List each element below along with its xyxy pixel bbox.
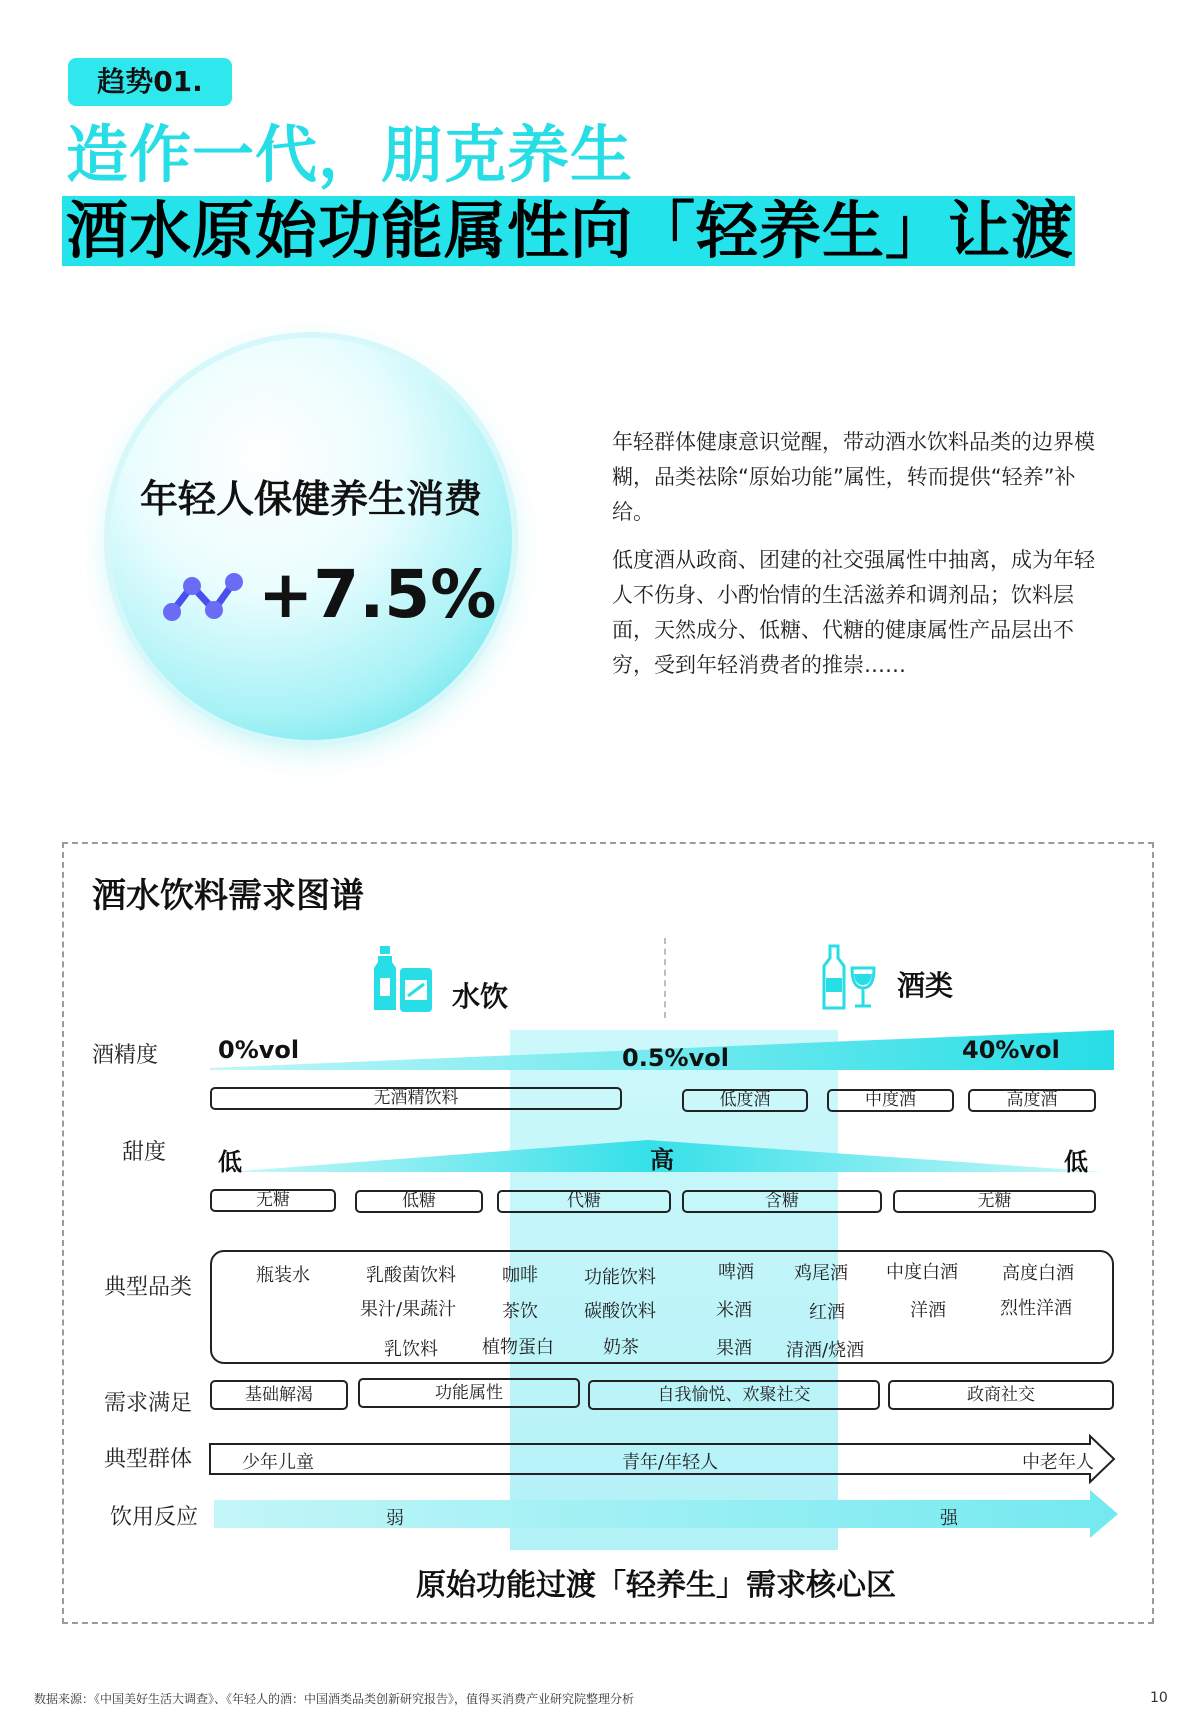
reaction-strong: 强 bbox=[940, 1508, 958, 1529]
typ-juice: 果汁/果蔬汁 bbox=[360, 1299, 457, 1320]
pill-self-pleasure-social: 自我愉悦、欢聚社交 bbox=[588, 1380, 880, 1410]
group-children: 少年儿童 bbox=[242, 1452, 314, 1473]
category-divider bbox=[664, 938, 666, 1018]
pill-sugar-free-1: 无糖 bbox=[210, 1189, 336, 1212]
reaction-arrow bbox=[214, 1490, 1118, 1538]
group-elderly: 中老年人 bbox=[1022, 1452, 1094, 1473]
drink-bottle-icon bbox=[372, 944, 436, 1014]
pill-non-alcoholic: 无酒精饮料 bbox=[210, 1087, 622, 1110]
page-number: 10 bbox=[1150, 1690, 1168, 1706]
sweet-low-left: 低 bbox=[218, 1148, 242, 1176]
typ-strong-liquor: 烈性洋酒 bbox=[1000, 1298, 1072, 1319]
vol-0: 0%vol bbox=[218, 1036, 300, 1064]
core-zone-label: 原始功能过渡「轻养生」需求核心区 bbox=[416, 1568, 896, 1603]
pill-functional: 功能属性 bbox=[358, 1378, 580, 1408]
sweet-high: 高 bbox=[650, 1146, 674, 1174]
group-youth: 青年/年轻人 bbox=[622, 1452, 719, 1473]
row-label-reaction: 饮用反应 bbox=[110, 1505, 199, 1530]
typ-cocktail: 鸡尾酒 bbox=[794, 1263, 848, 1284]
trend-tag: 趋势01. bbox=[68, 58, 232, 106]
reaction-weak: 弱 bbox=[386, 1508, 404, 1529]
stat-value: +7.5% bbox=[258, 556, 497, 633]
trend-line-icon bbox=[162, 570, 244, 626]
category-alcohol: 酒类 bbox=[897, 969, 954, 1002]
typ-western-liquor: 洋酒 bbox=[910, 1300, 946, 1321]
typ-soda: 碳酸饮料 bbox=[584, 1301, 656, 1322]
chart-title: 酒水饮料需求图谱 bbox=[92, 876, 364, 916]
pill-sugar-substitute: 代糖 bbox=[497, 1190, 671, 1213]
typ-plant-protein: 植物蛋白 bbox=[482, 1337, 554, 1358]
row-label-needs: 需求满足 bbox=[104, 1391, 193, 1416]
sweet-low-right: 低 bbox=[1064, 1148, 1088, 1176]
pill-sugar-free-2: 无糖 bbox=[893, 1190, 1096, 1213]
pill-quench-thirst: 基础解渴 bbox=[210, 1380, 348, 1410]
typ-red-wine: 红酒 bbox=[809, 1302, 845, 1323]
row-label-alcohol: 酒精度 bbox=[92, 1043, 159, 1068]
typ-coffee: 咖啡 bbox=[502, 1265, 538, 1286]
page-title: 造作一代，朋克养生 bbox=[66, 118, 634, 191]
typ-bottled-water: 瓶装水 bbox=[256, 1265, 310, 1286]
typ-high-baijiu: 高度白酒 bbox=[1002, 1263, 1074, 1284]
stat-label: 年轻人保健养生消费 bbox=[139, 477, 482, 521]
typ-functional-drink: 功能饮料 bbox=[584, 1267, 656, 1288]
pill-high-alcohol: 高度酒 bbox=[968, 1089, 1096, 1112]
pill-mid-alcohol: 中度酒 bbox=[827, 1089, 954, 1112]
page-subtitle: 酒水原始功能属性向「轻养生」让渡 bbox=[62, 196, 1075, 266]
stat-circle bbox=[110, 338, 512, 740]
pill-low-sugar: 低糖 bbox=[355, 1190, 483, 1213]
pill-low-alcohol: 低度酒 bbox=[682, 1089, 808, 1112]
typ-fruit-wine: 果酒 bbox=[716, 1338, 752, 1359]
data-source: 数据来源：《中国美好生活大调查》、《年轻人的酒：中国酒类品类创新研究报告》，值得买消费产业研究院整理分析 bbox=[34, 1692, 635, 1706]
row-label-typical: 典型品类 bbox=[104, 1275, 193, 1300]
typ-rice-wine: 米酒 bbox=[716, 1300, 752, 1321]
paragraph-1: 年轻群体健康意识觉醒，带动酒水饮料品类的边界模糊，品类祛除“原始功能”属性，转而提供“轻养”补给。 bbox=[612, 430, 1095, 524]
vol-40: 40%vol bbox=[962, 1036, 1060, 1064]
typ-mid-baijiu: 中度白酒 bbox=[886, 1262, 958, 1283]
paragraph-2: 低度酒从政商、团建的社交强属性中抽离，成为年轻人不伤身、小酌怡情的生活滋养和调剂品；饮料层面，天然成分、低糖、代糖的健康属性产品层出不穷，受到年轻消费者的推崇…… bbox=[612, 548, 1095, 677]
typ-milk-tea: 奶茶 bbox=[603, 1337, 639, 1358]
category-water-drinks: 水饮 bbox=[452, 980, 509, 1013]
typ-tea-drink: 茶饮 bbox=[502, 1301, 538, 1322]
wine-bottle-icon bbox=[822, 944, 878, 1010]
row-label-group: 典型群体 bbox=[104, 1447, 193, 1472]
pill-business-social: 政商社交 bbox=[888, 1380, 1114, 1410]
typ-milk-drink: 乳饮料 bbox=[384, 1339, 438, 1360]
row-label-sweetness: 甜度 bbox=[122, 1140, 167, 1165]
vol-0-5: 0.5%vol bbox=[622, 1044, 729, 1072]
typ-beer: 啤酒 bbox=[718, 1262, 754, 1283]
pill-with-sugar: 含糖 bbox=[682, 1190, 882, 1213]
typ-lactic-drink: 乳酸菌饮料 bbox=[366, 1265, 456, 1286]
typical-categories-box bbox=[210, 1250, 1114, 1364]
typ-sake-shochu: 清酒/烧酒 bbox=[786, 1340, 865, 1361]
